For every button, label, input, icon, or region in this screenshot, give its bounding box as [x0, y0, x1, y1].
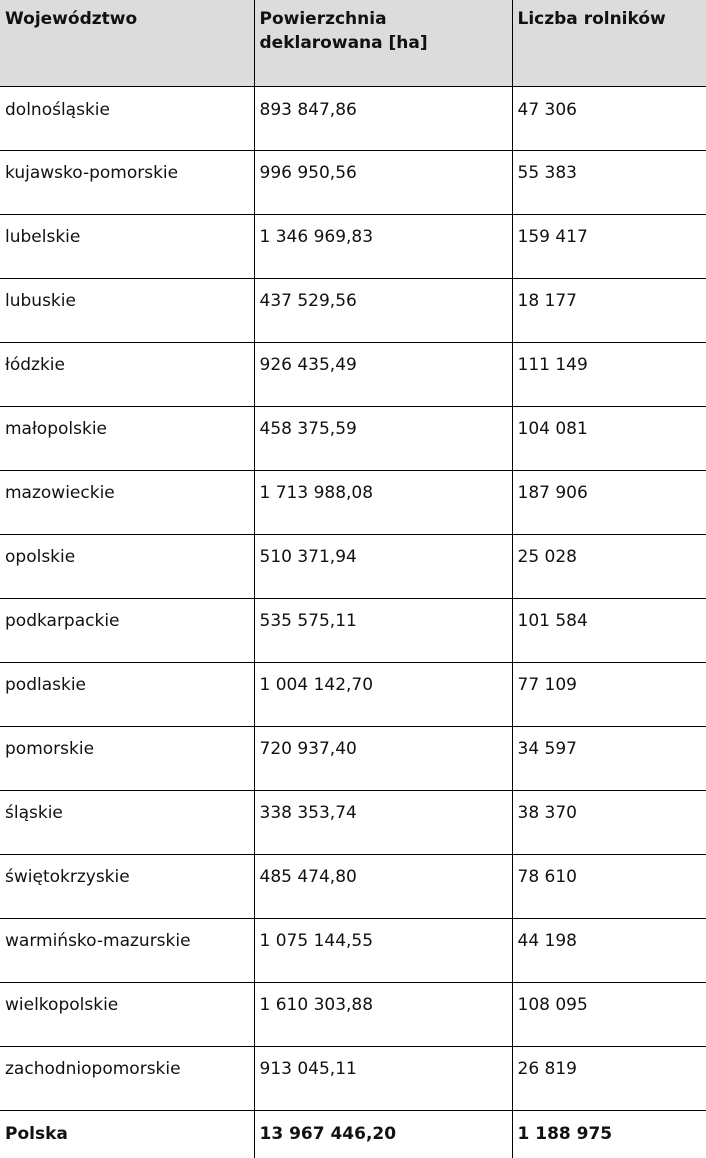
- cell-region: podlaskie: [0, 662, 254, 726]
- cell-farmers: 44 198: [512, 918, 706, 982]
- cell-farmers: 187 906: [512, 470, 706, 534]
- cell-farmers: 18 177: [512, 278, 706, 342]
- table-row: [0, 790, 706, 854]
- table-row: [0, 1046, 706, 1110]
- table-row: [0, 342, 706, 406]
- cell-area: 535 575,11: [254, 598, 512, 662]
- cell-farmers: 78 610: [512, 854, 706, 918]
- cell-area: 458 375,59: [254, 406, 512, 470]
- cell-area: 913 045,11: [254, 1046, 512, 1110]
- cell-area: 720 937,40: [254, 726, 512, 790]
- cell-farmers: 55 383: [512, 150, 706, 214]
- cell-area: 1 004 142,70: [254, 662, 512, 726]
- table-row: [0, 534, 706, 598]
- table-row: [0, 598, 706, 662]
- table-row: [0, 726, 706, 790]
- cell-area: 485 474,80: [254, 854, 512, 918]
- table-row: [0, 278, 706, 342]
- header-region: Województwo: [0, 0, 254, 86]
- cell-region: kujawsko-pomorskie: [0, 150, 254, 214]
- cell-region: opolskie: [0, 534, 254, 598]
- cell-area: 1 610 303,88: [254, 982, 512, 1046]
- cell-area: 1 713 988,08: [254, 470, 512, 534]
- cell-region: podkarpackie: [0, 598, 254, 662]
- total-row: [0, 1110, 706, 1158]
- cell-area: 996 950,56: [254, 150, 512, 214]
- cell-farmers: 101 584: [512, 598, 706, 662]
- cell-area: 510 371,94: [254, 534, 512, 598]
- total-farmers: 1 188 975: [512, 1110, 706, 1158]
- cell-farmers: 104 081: [512, 406, 706, 470]
- cell-region: dolnośląskie: [0, 86, 254, 150]
- total-region: Polska: [0, 1110, 254, 1158]
- header-farmers: Liczba rolników: [512, 0, 706, 86]
- cell-region: mazowieckie: [0, 470, 254, 534]
- cell-region: warmińsko-mazurskie: [0, 918, 254, 982]
- cell-region: pomorskie: [0, 726, 254, 790]
- table-row: [0, 918, 706, 982]
- cell-farmers: 47 306: [512, 86, 706, 150]
- table-row: [0, 406, 706, 470]
- table-header: [0, 0, 706, 86]
- cell-region: świętokrzyskie: [0, 854, 254, 918]
- cell-region: łódzkie: [0, 342, 254, 406]
- total-area: 13 967 446,20: [254, 1110, 512, 1158]
- table-row: [0, 662, 706, 726]
- cell-farmers: 38 370: [512, 790, 706, 854]
- cell-area: 926 435,49: [254, 342, 512, 406]
- cell-region: zachodniopomorskie: [0, 1046, 254, 1110]
- cell-area: 1 346 969,83: [254, 214, 512, 278]
- table-row: [0, 982, 706, 1046]
- cell-farmers: 26 819: [512, 1046, 706, 1110]
- cell-farmers: 77 109: [512, 662, 706, 726]
- cell-region: wielkopolskie: [0, 982, 254, 1046]
- cell-region: śląskie: [0, 790, 254, 854]
- cell-region: lubuskie: [0, 278, 254, 342]
- table-body: [0, 86, 706, 1158]
- table-row: [0, 470, 706, 534]
- table-row: [0, 214, 706, 278]
- cell-area: 893 847,86: [254, 86, 512, 150]
- cell-farmers: 159 417: [512, 214, 706, 278]
- cell-region: małopolskie: [0, 406, 254, 470]
- table-row: [0, 854, 706, 918]
- table-row: [0, 150, 706, 214]
- cell-area: 338 353,74: [254, 790, 512, 854]
- cell-area: 437 529,56: [254, 278, 512, 342]
- cell-farmers: 111 149: [512, 342, 706, 406]
- cell-area: 1 075 144,55: [254, 918, 512, 982]
- cell-farmers: 108 095: [512, 982, 706, 1046]
- header-row: [0, 0, 706, 86]
- cell-farmers: 25 028: [512, 534, 706, 598]
- header-area: Powierzchnia deklarowana [ha]: [254, 0, 512, 86]
- cell-farmers: 34 597: [512, 726, 706, 790]
- table-row: [0, 86, 706, 150]
- cell-region: lubelskie: [0, 214, 254, 278]
